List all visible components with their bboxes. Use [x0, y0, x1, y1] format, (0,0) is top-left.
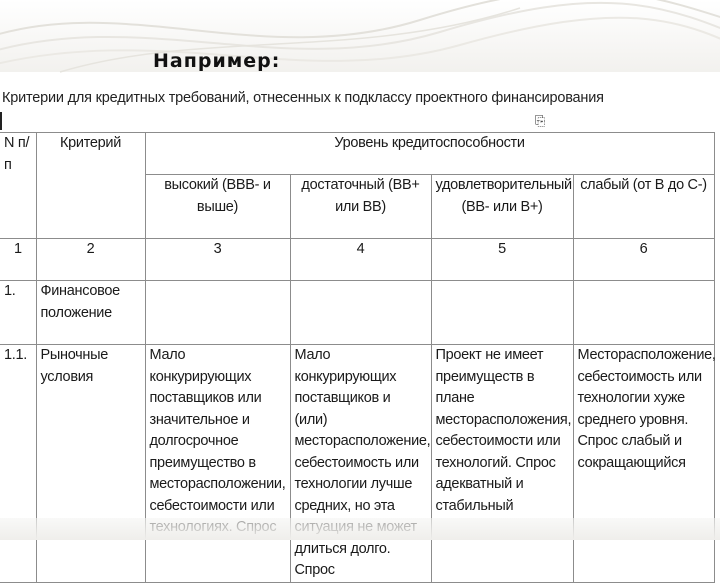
header-level-group — [145, 133, 714, 175]
row-cell: Проект не имеет преимуществ в плане месторасположения, себестоимости или технологий. Спрос адекватный и стабильный — [431, 345, 573, 583]
slide-footer-band — [0, 518, 720, 540]
credit-criteria-table-container — [0, 132, 716, 578]
row-num: 1. — [0, 281, 36, 345]
header-criterion-label: Критерий — [59, 135, 122, 151]
column-number: 1 — [0, 239, 36, 281]
column-number: 6 — [573, 239, 714, 281]
column-number-row — [0, 239, 714, 281]
row-cell: Месторасположение, себестоимость или технологии хуже среднего уровня. Спрос слабый и сокращающийся — [573, 345, 714, 583]
header-level-satisfactory: удовлетворительный (ВВ- или В+) — [431, 175, 573, 239]
column-number: 5 — [431, 239, 573, 281]
header-num-label: N п/п — [4, 135, 30, 173]
decorative-swirl — [0, 0, 720, 72]
table-row — [0, 345, 714, 583]
table-caption: Критерии для кредитных требований, отнесенных к подклассу проектного финансирования — [2, 90, 604, 106]
column-number: 4 — [290, 239, 431, 281]
row-cell — [431, 281, 573, 345]
slide-header-band — [0, 0, 720, 72]
row-cell: Мало конкурирующих поставщиков и (или) месторасположение, себестоимость или технологии лучше средних, но эта длиться долго. Спрос — [290, 345, 431, 583]
header-level-high: высокий (ВВВ- и выше) — [145, 175, 290, 239]
column-number: 2 — [36, 239, 145, 281]
header-num — [0, 133, 36, 239]
header-criterion — [36, 133, 145, 239]
header-row-top — [0, 133, 714, 175]
row-num: 1.1. — [0, 345, 36, 583]
column-number: 3 — [145, 239, 290, 281]
header-level-weak: слабый (от В до С-) — [573, 175, 714, 239]
header-level-sufficient: достаточный (ВВ+ или ВВ) — [290, 175, 431, 239]
row-cell — [573, 281, 714, 345]
row-criterion: Финансовое положение — [36, 281, 145, 345]
header-level-group-label: Уровень кредитоспособности — [334, 135, 525, 151]
row-cell — [290, 281, 431, 345]
slide-heading: Например: — [153, 50, 281, 72]
row-criterion: Рыночные условия — [36, 345, 145, 583]
credit-criteria-table — [0, 132, 715, 583]
table-row — [0, 281, 714, 345]
row-cell: Мало конкурирующих поставщиков или значительное и долгосрочное преимущество в месторасположении, себестоимости или — [145, 345, 290, 583]
row-cell — [145, 281, 290, 345]
document-icon: ⎘ — [535, 114, 546, 129]
text-cursor — [0, 112, 2, 130]
